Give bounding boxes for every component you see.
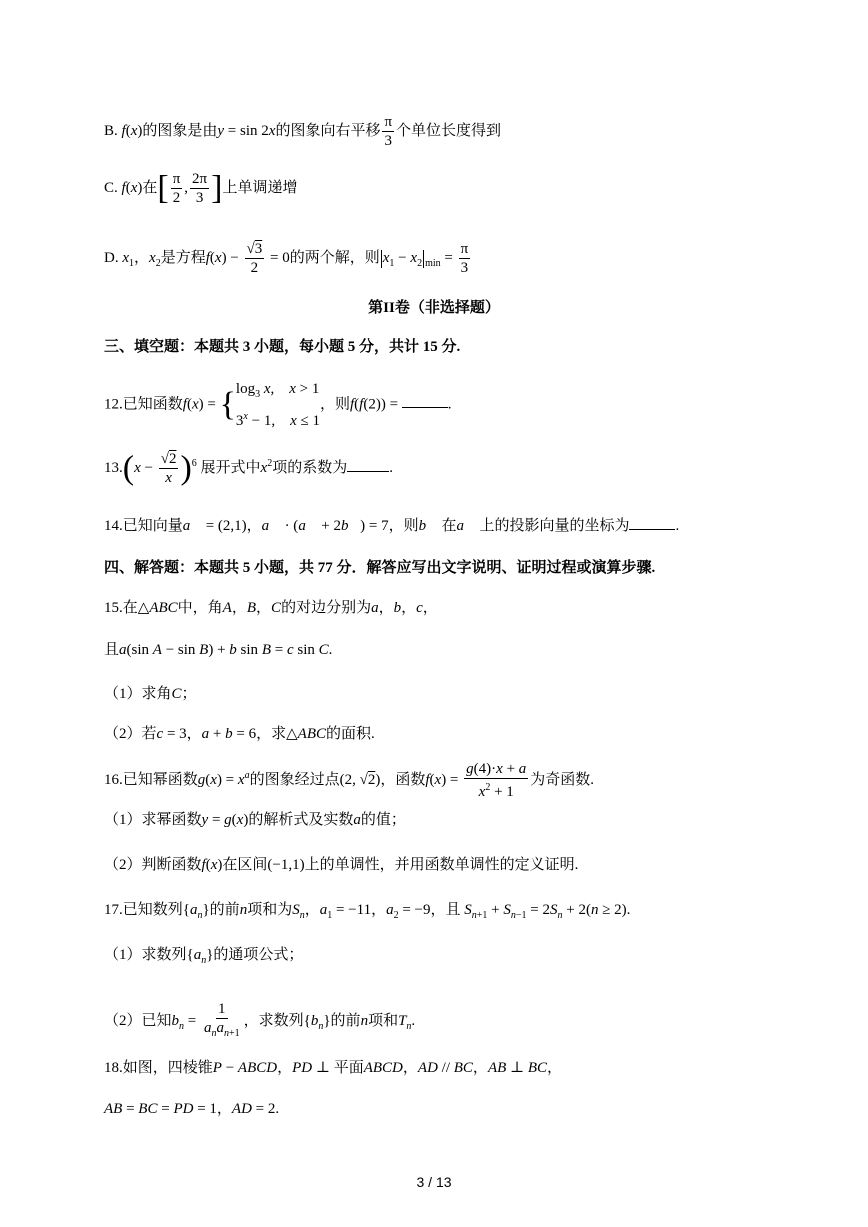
question-17-line1: 17.已知数列$\{a_n\}$的前n项和为$S_n$，$a_1 = -11$，$a_2 = -9$，且 $S_{n+1} + S_{n-1} = 2S_n + 2(n \ge 2)$.	[104, 902, 631, 921]
question-13: 13.(x − $\frac{√2}{x}$ )$^6$ 展开式中$x^2$项的系数为 .	[104, 449, 393, 487]
question-14: 14.已知向量a⃗ = (2,1)，a⃗ · (a⃗ + 2b⃗) = 7，则b⃗ 在a⃗ 上的投影向量的坐标为 .	[104, 515, 679, 536]
question-15-sub1: （1）求角C；	[104, 686, 197, 702]
question-16-line1: 16.已知幂函数$g(x) = x^a$的图象经过点(2, √2)，函数f(x) = $\frac{g(4)\cdot x + a}{x^2 + 1}$ 为奇函数.	[104, 761, 595, 800]
option-b: B. f(x)的图象是由y = sin 2x的图象向右平移 $\frac{\pi}{3}$ 个单位长度得到	[104, 114, 502, 149]
question-18-line1: 18.如图，四棱锥P − ABCD，PD ⊥ 平面ABCD，AD // BC，AB ⊥ BC，	[104, 1060, 563, 1076]
question-15-sub2: （2）若c = 3，a + b = 6，求△ABC的面积.	[104, 726, 375, 742]
question-16-sub2: （2）判断函数f(x)在区间(−1,1)上的单调性，并用函数单调性的定义证明.	[104, 857, 579, 873]
answer-blank[interactable]	[629, 515, 675, 530]
part3-heading: 三、填空题：本题共 3 小题，每小题 5 分，共计 15 分.	[104, 339, 461, 355]
page-number: 3 / 13	[416, 1174, 452, 1190]
answer-blank[interactable]	[402, 393, 448, 408]
section-title: 第II卷（非选择题）	[368, 300, 500, 316]
question-15-line1: 15.在△ABC中，角A，B，C的对边分别为a，b，c，	[104, 600, 438, 616]
option-c: C. f(x)在[ $\frac{\pi}{2}$ , $\frac{2\pi}{3}$ ]上单调递增	[104, 169, 298, 207]
question-17-sub2: （2）已知$b_n$ = $\frac{1}{a_na_{n+1}}$ ，求数列$\{b_n\}$的前n项和$T_n$.	[104, 1001, 416, 1039]
question-12: 12.已知函数f(x) = { $\log_3 x$, x > 1 $3^x - 1$, x ≤ 1 ，则f(f(2)) = .	[104, 381, 452, 429]
question-17-sub1: （1）求数列$\{a_n\}$的通项公式；	[104, 947, 304, 966]
option-c-label: C.	[104, 179, 122, 196]
question-15-line2: 且a(sin A − sin B) + b sin B = c sin C.	[104, 642, 333, 658]
option-d-label: D.	[104, 249, 123, 266]
part4-heading: 四、解答题：本题共 5 小题，共 77 分．解答应写出文字说明、证明过程或演算步骤.	[104, 560, 656, 576]
question-18-line2: AB = BC = PD = 1，AD = 2.	[104, 1101, 280, 1117]
option-d: D. $x_1$，$x_2$是方程f(x) − $\frac{√3}{2}$ = 0的两个解，则 $x_1 - x_2$ $_{min}$ = $\frac{\pi}{3}$	[104, 241, 469, 276]
question-16-sub1: （1）求幂函数y = g(x)的解析式及实数a的值；	[104, 812, 406, 828]
option-b-label: B.	[104, 122, 122, 139]
answer-blank[interactable]	[347, 457, 389, 472]
